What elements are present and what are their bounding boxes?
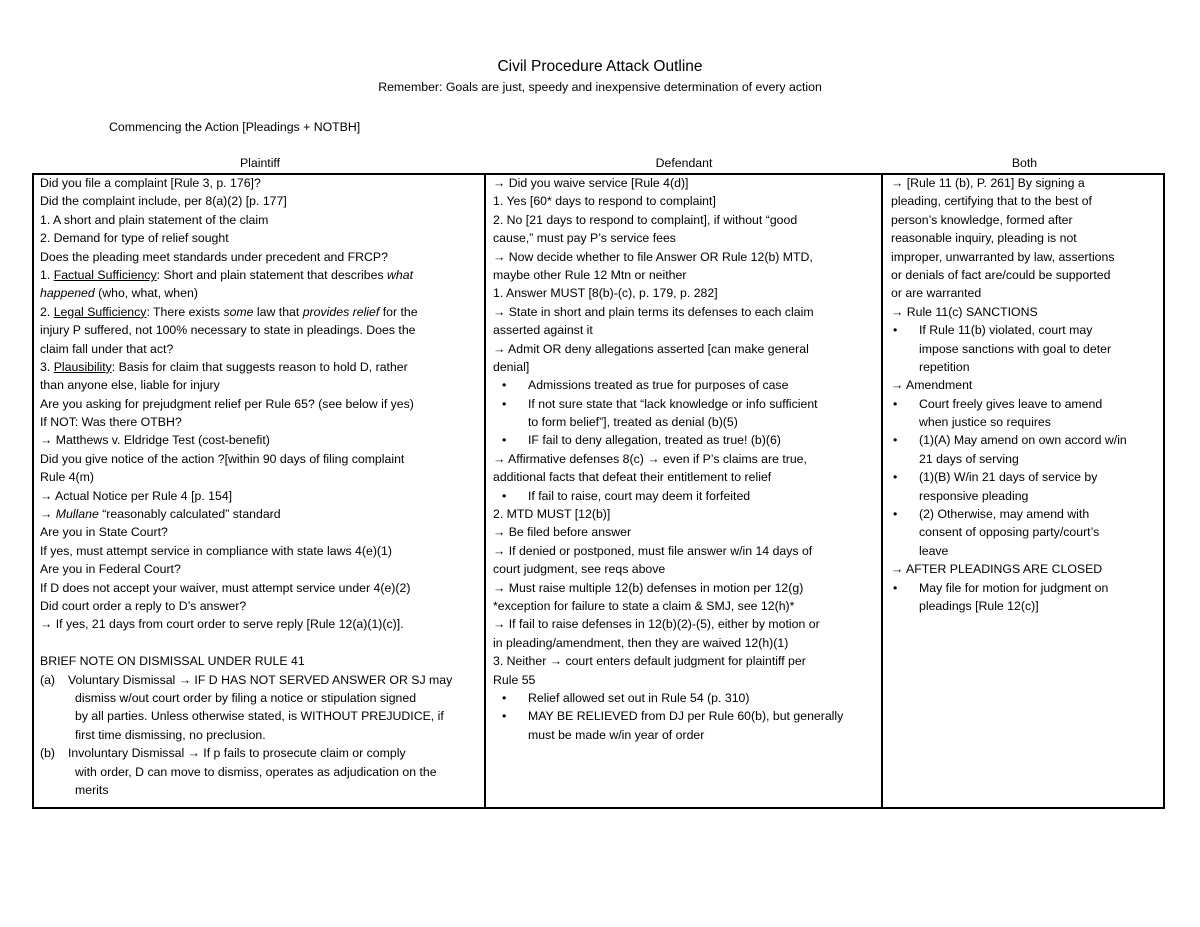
text-line	[493, 579, 878, 597]
list-number: 2.	[40, 304, 54, 319]
arrow-icon: →	[493, 451, 506, 466]
text-line: Did you give notice of the action ?[within 90 days of filing complaint	[40, 451, 405, 466]
text-line: first time dismissing, no preclusion.	[75, 727, 266, 742]
text-line: Did the complaint include, per 8(a)(2) [p. 177]	[40, 194, 287, 209]
bullet-item: • IF fail to deny allegation, treated as true! (b)(6)	[493, 431, 878, 449]
text-line: asserted against it	[493, 323, 593, 338]
text-line: dismiss w/out court order by filing a notice or stipulation signed	[75, 690, 417, 705]
text-line: Are you in State Court?	[40, 525, 168, 540]
text-line: with order, D can move to dismiss, operates as adjudication on the	[75, 764, 437, 779]
text-span: If yes, 21 days from court order to serve reply [Rule 12(a)(1)(c)].	[55, 617, 404, 632]
text-line	[40, 284, 480, 302]
text-line: court judgment, see reqs above	[493, 562, 666, 577]
text-line	[40, 671, 480, 689]
text-span: law that	[253, 304, 303, 319]
column-header-defendant: Defendant	[655, 156, 713, 170]
text-line: 1. A short and plain statement of the claim	[40, 212, 269, 227]
text-line: 2. No [21 days to respond to complaint], if without “good	[493, 212, 798, 227]
bullet-item: • If Rule 11(b) violated, court may	[891, 321, 1163, 339]
text-span: Actual Notice per Rule 4 [p. 154]	[55, 488, 233, 503]
bullet-item: • (2) Otherwise, may amend with	[891, 505, 1163, 523]
text-line	[40, 487, 480, 505]
text-span: even if P’s claims are true,	[659, 451, 807, 466]
text-span: 3. Neither	[493, 654, 550, 669]
text-line: denial]	[493, 359, 530, 374]
text-span: IF D HAS NOT SERVED ANSWER OR SJ may	[191, 672, 453, 687]
bullet-item: • May file for motion for judgment on	[891, 579, 1163, 597]
text-line: BRIEF NOTE ON DISMISSAL UNDER RULE 41	[40, 654, 305, 669]
text-line: Rule 55	[493, 672, 536, 687]
arrow-icon: →	[493, 304, 506, 319]
text-line: If D does not accept your waiver, must attempt service under 4(e)(2)	[40, 580, 411, 595]
text-span: (who, what, when)	[94, 286, 198, 301]
text-span: : Basis for claim that suggests reason to hold D, rather	[111, 359, 408, 374]
text-line	[493, 523, 878, 541]
text-line: merits	[75, 782, 109, 797]
text-line: consent of opposing party/court’s	[919, 525, 1100, 540]
arrow-icon: →	[891, 378, 904, 393]
text-line	[40, 358, 480, 376]
arrow-icon: →	[187, 746, 200, 761]
text-line: must be made w/in year of order	[528, 727, 705, 742]
term-plausibility: Plausibility	[53, 359, 112, 374]
term-legal-sufficiency: Legal Sufficiency	[53, 304, 147, 319]
emphasis: some	[223, 304, 254, 319]
text-line: injury P suffered, not 100% necessary to state in pleadings. Does the	[40, 323, 416, 338]
arrow-icon: →	[493, 341, 506, 356]
text-span: Must raise multiple 12(b) defenses in motion per 12(g)	[508, 580, 804, 595]
emphasis: provides relief	[302, 304, 380, 319]
list-label: (a)	[40, 672, 56, 687]
text-line: or denials of fact are/could be supported	[891, 267, 1111, 282]
text-line: impose sanctions with goal to deter	[919, 341, 1112, 356]
page-title: Civil Procedure Attack Outline	[497, 58, 703, 75]
both-column	[891, 174, 1163, 615]
text-line: in pleading/amendment, then they are waived 12(h)(1)	[493, 635, 789, 650]
text-span: Did you waive service [Rule 4(d)]	[508, 176, 689, 190]
arrow-icon: →	[493, 525, 506, 540]
text-line: Rule 4(m)	[40, 470, 94, 485]
text-span: State in short and plain terms its defenses to each claim	[508, 304, 814, 319]
text-line: Are you in Federal Court?	[40, 562, 181, 577]
text-span: Affirmative defenses 8(c)	[508, 451, 648, 466]
text-span: court enters default judgment for plaintiff per	[562, 654, 806, 669]
text-line: pleading, certifying that to the best of	[891, 194, 1092, 209]
text-line: Did court order a reply to D’s answer?	[40, 598, 247, 613]
list-number: 3.	[40, 359, 54, 374]
arrow-icon: →	[549, 654, 563, 669]
text-span: Now decide whether to file Answer OR Rule 12(b) MTD,	[508, 249, 813, 264]
column-divider	[881, 173, 883, 809]
text-line	[493, 542, 878, 560]
text-line	[40, 505, 480, 523]
arrow-icon: →	[493, 543, 506, 558]
bullet-item: • Court freely gives leave to amend	[891, 395, 1163, 413]
arrow-icon: →	[891, 176, 904, 190]
text-line	[891, 376, 1163, 394]
text-line: responsive pleading	[919, 488, 1029, 503]
text-span: Be filed before answer	[508, 525, 632, 540]
column-header-plaintiff: Plaintiff	[239, 156, 281, 170]
arrow-icon: →	[493, 617, 506, 632]
arrow-icon: →	[647, 451, 660, 466]
text-line	[493, 652, 878, 670]
text-line: when justice so requires	[919, 415, 1051, 430]
text-line	[493, 340, 878, 358]
text-span: Amendment	[906, 378, 973, 393]
text-line: or are warranted	[891, 286, 982, 301]
text-line: Did you file a complaint [Rule 3, p. 176]?	[40, 176, 261, 190]
emphasis: happened	[40, 286, 95, 301]
term-factual-sufficiency: Factual Sufficiency	[53, 267, 157, 282]
section-heading: Commencing the Action [Pleadings + NOTBH]	[109, 120, 361, 134]
text-line: 2. Demand for type of relief sought	[40, 231, 229, 246]
text-line	[891, 174, 1163, 192]
text-line: than anyone else, liable for injury	[40, 378, 220, 393]
emphasis: what	[387, 267, 414, 282]
text-line: improper, unwarranted by law, assertions	[891, 249, 1115, 264]
bullet-item: • MAY BE RELIEVED from DJ per Rule 60(b), but generally	[493, 707, 878, 725]
list-number: 1.	[40, 267, 54, 282]
text-span: Rule 11(c) SANCTIONS	[906, 304, 1038, 319]
defendant-column	[493, 174, 878, 744]
bullet-item: • Relief allowed set out in Rule 54 (p. 310)	[493, 689, 878, 707]
text-line: pleadings [Rule 12(c)]	[919, 598, 1039, 613]
text-line	[891, 560, 1163, 578]
bullet-item: • Admissions treated as true for purposes of case	[493, 376, 878, 394]
text-span: Admit OR deny allegations asserted [can make general	[508, 341, 809, 356]
text-line: claim fall under that act?	[40, 341, 174, 356]
arrow-icon: →	[891, 562, 904, 577]
text-line: If NOT: Was there OTBH?	[40, 415, 182, 430]
list-label: (b)	[40, 746, 56, 761]
text-span: AFTER PLEADINGS ARE CLOSED	[906, 562, 1103, 577]
text-span: If fail to raise defenses in 12(b)(2)-(5), either by motion or	[508, 617, 820, 632]
text-line: additional facts that defeat their entitlement to relief	[493, 470, 772, 485]
text-line	[493, 450, 878, 468]
arrow-icon: →	[40, 617, 53, 632]
arrow-icon: →	[493, 580, 506, 595]
text-line: leave	[919, 543, 949, 558]
text-line: by all parties. Unless otherwise stated, is WITHOUT PREJUDICE, if	[75, 709, 444, 724]
arrow-icon: →	[40, 488, 53, 503]
text-line: reasonable inquiry, pleading is not	[891, 231, 1077, 246]
bullet-item: • (1)(B) W/in 21 days of service by	[891, 468, 1163, 486]
text-line	[40, 615, 480, 633]
text-span: [Rule 11 (b), P. 261] By signing a	[906, 176, 1085, 190]
text-span: “reasonably calculated” standard	[98, 507, 281, 522]
arrow-icon: →	[40, 507, 53, 522]
bullet-item: • If not sure state that “lack knowledge or info sufficient	[493, 395, 878, 413]
text-line: 1. Answer MUST [8(b)-(c), p. 179, p. 282]	[493, 286, 718, 301]
text-line: If yes, must attempt service in compliance with state laws 4(e)(1)	[40, 543, 392, 558]
text-span: If denied or postponed, must file answer w/in 14 days of	[508, 543, 813, 558]
text-line	[891, 303, 1163, 321]
text-line	[40, 266, 480, 284]
text-span: : There exists	[146, 304, 224, 319]
text-span: Involuntary Dismissal	[68, 746, 188, 761]
text-line	[493, 615, 878, 633]
text-line: maybe other Rule 12 Mtn or neither	[493, 267, 687, 282]
column-divider	[484, 173, 486, 809]
text-span: Voluntary Dismissal	[68, 672, 179, 687]
arrow-icon: →	[40, 433, 53, 448]
text-span: If p fails to prosecute claim or comply	[199, 746, 406, 761]
text-span: : Short and plain statement that describes	[156, 267, 388, 282]
text-line	[40, 303, 480, 321]
bullet-item: • (1)(A) May amend on own accord w/in	[891, 431, 1163, 449]
arrow-icon: →	[178, 672, 192, 687]
page-subtitle: Remember: Goals are just, speedy and inexpensive determination of every action	[378, 80, 822, 94]
bullet-item: • If fail to raise, court may deem it forfeited	[493, 487, 878, 505]
text-line: Does the pleading meet standards under precedent and FRCP?	[40, 249, 388, 264]
text-span: for the	[379, 304, 418, 319]
text-line: repetition	[919, 359, 970, 374]
text-line: 1. Yes [60* days to respond to complaint]	[493, 194, 716, 209]
text-line: 2. MTD MUST [12(b)]	[493, 507, 611, 522]
text-line	[493, 303, 878, 321]
text-span: Matthews v. Eldridge Test (cost-benefit)	[55, 433, 270, 448]
text-line	[40, 431, 480, 449]
text-line	[40, 744, 480, 762]
text-line: person’s knowledge, formed after	[891, 212, 1073, 227]
text-line: cause,” must pay P’s service fees	[493, 231, 676, 246]
text-line: to form belief”], treated as denial (b)(5)	[528, 415, 738, 430]
plaintiff-column	[40, 174, 480, 799]
arrow-icon: →	[891, 304, 904, 319]
arrow-icon: →	[493, 249, 506, 264]
case-name: Mullane	[55, 507, 99, 522]
text-line: 21 days of serving	[919, 451, 1019, 466]
text-line: *exception for failure to state a claim & SMJ, see 12(h)*	[493, 598, 795, 613]
blank-line	[40, 634, 480, 652]
text-line	[493, 174, 878, 192]
text-line	[493, 248, 878, 266]
column-header-both: Both	[1011, 156, 1038, 170]
arrow-icon: →	[493, 176, 506, 190]
text-line: Are you asking for prejudgment relief per Rule 65? (see below if yes)	[40, 396, 414, 411]
